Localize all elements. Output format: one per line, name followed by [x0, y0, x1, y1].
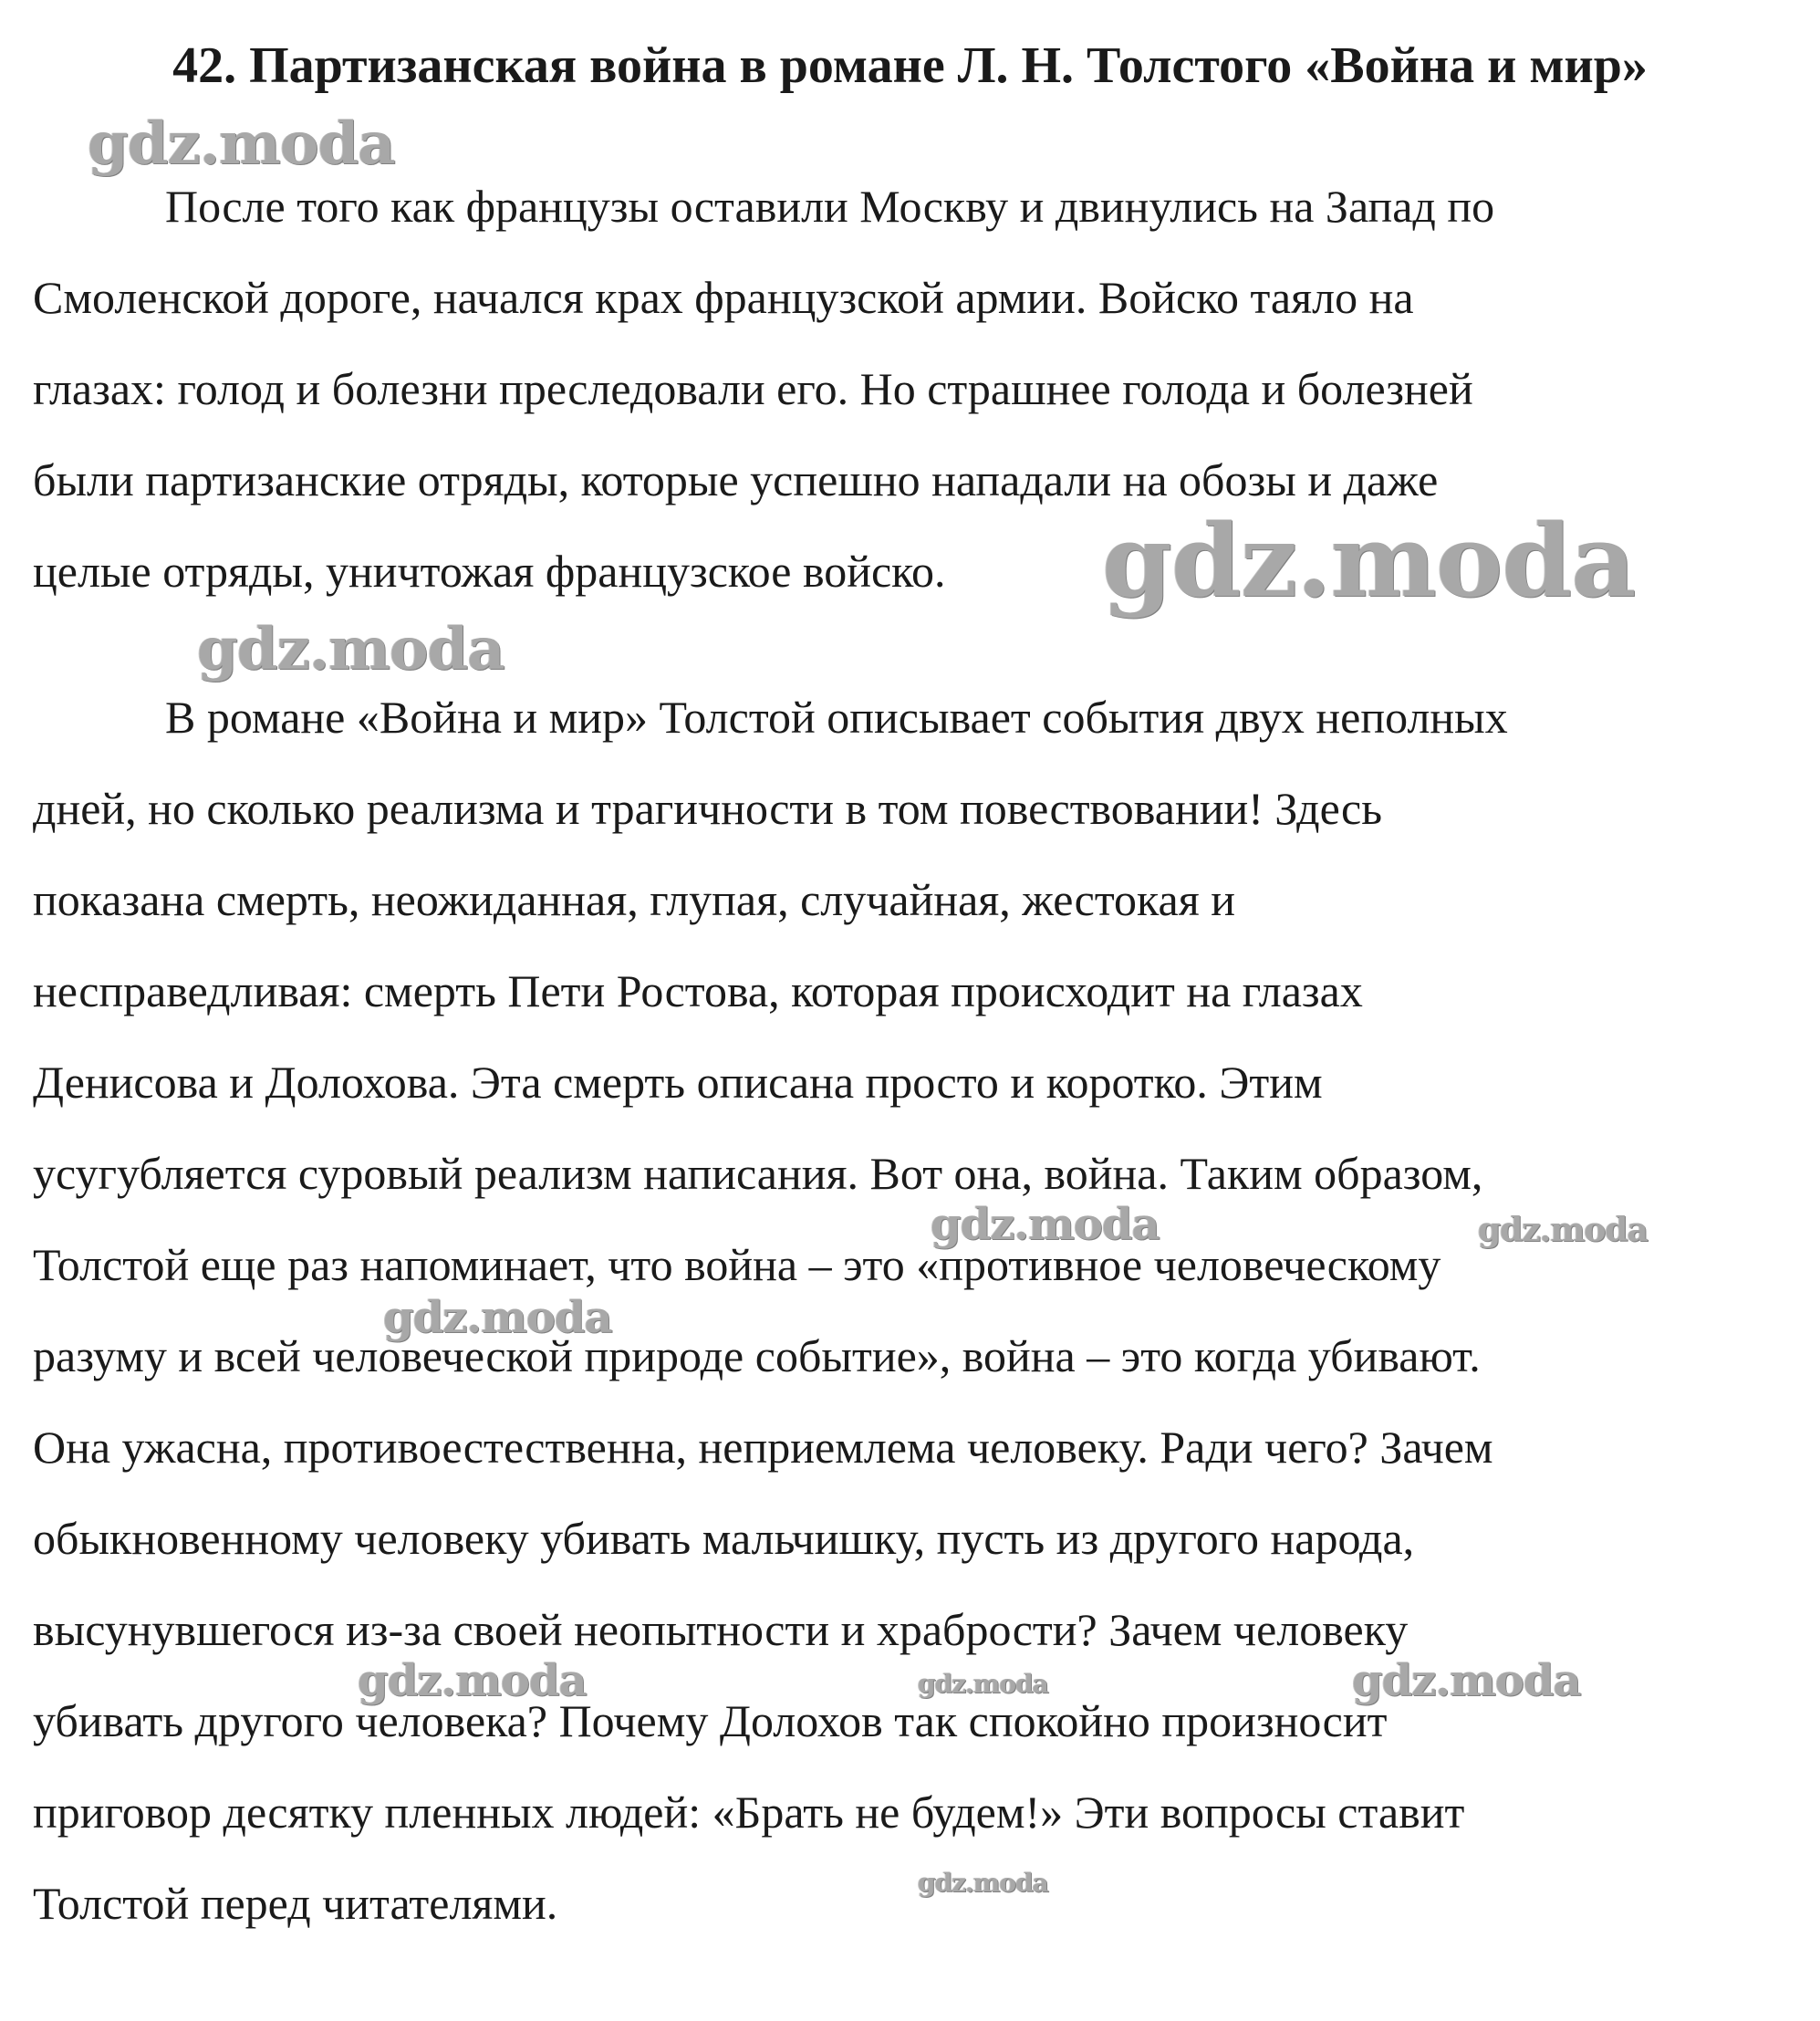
watermark: gdz.moda — [1352, 1655, 1581, 1706]
paragraph1-line-5: целые отряды, уничтожая французское войско. — [33, 546, 946, 597]
page-title: 42. Партизанская война в романе Л. Н. Толстого «Война и мир» — [172, 37, 1648, 94]
watermark: gdz.moda — [383, 1292, 612, 1343]
paragraph2-line-5: Денисова и Долохова. Эта смерть описана просто и коротко. Этим — [33, 1057, 1323, 1108]
paragraph2-line-3: показана смерть, неожиданная, глупая, случайная, жестокая и — [33, 874, 1235, 925]
paragraph2-line-4: несправедливая: смерть Пети Ростова, которая происходит на глазах — [33, 965, 1363, 1016]
watermark: gdz.moda — [918, 1868, 1048, 1898]
paragraph2-line-13: приговор десятку пленных людей: «Брать не будем!» Эти вопросы ставит — [33, 1787, 1465, 1838]
paragraph2-line-8: разуму и всей человеческой природе событие», война – это когда убивают. — [33, 1330, 1481, 1381]
watermark: gdz.moda — [358, 1655, 587, 1706]
paragraph2-line-10: обыкновенному человеку убивать мальчишку, пусть из другого народа, — [33, 1513, 1415, 1564]
watermark: gdz.moda — [918, 1669, 1048, 1699]
paragraph2-line-11: высунувшегося из-за своей неопытности и храбрости? Зачем человеку — [33, 1604, 1409, 1655]
watermark: gdz.moda — [1102, 502, 1636, 620]
paragraph1-line-4: были партизанские отряды, которые успешно нападали на обозы и даже — [33, 454, 1439, 505]
paragraph1-line-3: глазах: голод и болезни преследовали его. Но страшнее голода и болезней — [33, 363, 1473, 414]
watermark: gdz.moda — [931, 1199, 1160, 1250]
paragraph1-line-1: После того как французы оставили Москву и двинулись на Запад по — [165, 181, 1495, 232]
paragraph2-line-2: дней, но сколько реализма и трагичности в том повествовании! Здесь — [33, 783, 1383, 834]
watermark: gdz.moda — [88, 109, 395, 178]
paragraph2-line-14: Толстой перед читателями. — [33, 1878, 558, 1929]
paragraph2-line-12: убивать другого человека? Почему Долохов так спокойно произносит — [33, 1695, 1388, 1746]
paragraph2-line-6: усугубляется суровый реализм написания. Вот она, война. Таким образом, — [33, 1148, 1483, 1199]
watermark: gdz.moda — [197, 615, 504, 683]
watermark: gdz.moda — [1478, 1211, 1648, 1249]
paragraph1-line-2: Смоленской дороге, начался крах французской армии. Войско таяло на — [33, 272, 1414, 323]
paragraph2-line-1: В романе «Война и мир» Толстой описывает события двух неполных — [165, 692, 1508, 743]
paragraph2-line-9: Она ужасна, противоестественна, неприемлема человеку. Ради чего? Зачем — [33, 1422, 1493, 1473]
paragraph2-line-7: Толстой еще раз напоминает, что война – это «противное человеческому — [33, 1239, 1441, 1290]
